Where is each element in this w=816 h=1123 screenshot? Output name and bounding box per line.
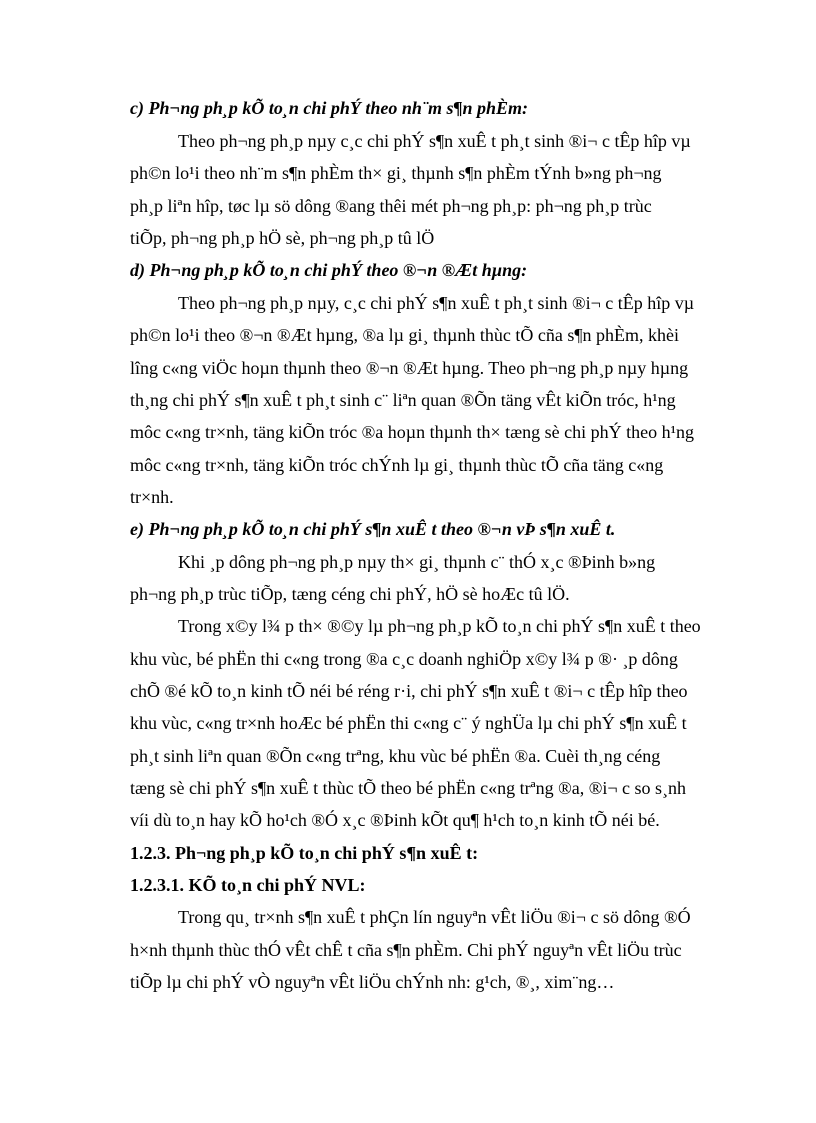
paragraph-d-line-5: môc c«ng tr×nh, täng kiÕn tróc ®a hoµn thµnh th× tæng sè chi phÝ theo h¹ng [130, 422, 695, 442]
paragraph-e2-line-3: chÕ ®é kÕ to¸n kinh tÕ néi bé réng r·i, chi phÝ s¶n xuÊ t ®i¬ c tÊp hîp theo [130, 681, 688, 701]
paragraph-c-line-2: ph©n lo¹i theo nh¨m s¶n phÈm th× gi¸ thµnh s¶n phÈm tÝnh b»ng ph¬ng [130, 163, 662, 183]
paragraph-1231-line-3: tiÕp lµ chi phÝ vÒ nguyªn vÊt liÖu chÝnh nh: g¹ch, ®¸, xim¨ng… [130, 972, 615, 992]
section-heading-1-2-3-1: 1.2.3.1. KÕ to¸n chi phÝ NVL: [130, 875, 366, 895]
section-heading-e: e) Ph¬ng ph¸p kÕ to¸n chi phÝ s¶n xuÊ t theo ®¬n vÞ s¶n xuÊ t. [130, 519, 616, 539]
paragraph-1231-line-1: Trong qu¸ tr×nh s¶n xuÊ t phÇn lín nguyªn vÊt liÖu ®i¬ c sö dông ®Ó [178, 907, 691, 927]
paragraph-d-line-4: th¸ng chi phÝ s¶n xuÊ t ph¸t sinh c¨ liªn quan ®Õn täng vÊt kiÕn tróc, h¹ng [130, 390, 676, 410]
section-heading-c: c) Ph¬ng ph¸p kÕ to¸n chi phÝ theo nh¨m s¶n phÈm: [130, 98, 528, 118]
paragraph-c-line-3: ph¸p liªn hîp, tøc lµ sö dông ®ang thêi mét ph¬ng ph¸p: ph¬ng ph¸p trùc [130, 196, 652, 216]
paragraph-e1-line-2: ph¬ng ph¸p trùc tiÕp, tæng céng chi phÝ, hÖ sè hoÆc tû lÖ. [130, 584, 570, 604]
paragraph-c-line-1: Theo ph¬ng ph¸p nµy c¸c chi phÝ s¶n xuÊ t ph¸t sinh ®i¬ c tÊp hîp vµ [178, 131, 691, 151]
paragraph-1231-line-2: h×nh thµnh thùc thÓ vÊt chÊ t cña s¶n phÈm. Chi phÝ nguyªn vÊt liÖu trùc [130, 940, 682, 960]
paragraph-d-line-7: tr×nh. [130, 487, 174, 507]
section-heading-1-2-3: 1.2.3. Ph¬ng ph¸p kÕ to¸n chi phÝ s¶n xuÊ t: [130, 843, 479, 863]
paragraph-d-line-2: ph©n lo¹i theo ®¬n ®Æt hµng, ®a lµ gi¸ thµnh thùc tÕ cña s¶n phÈm, khèi [130, 325, 679, 345]
paragraph-e2-line-2: khu vùc, bé phËn thi c«ng trong ®a c¸c doanh nghiÖp x©y l¾ p ®· ¸p dông [130, 649, 678, 669]
paragraph-d-line-3: lîng c«ng viÖc hoµn thµnh theo ®¬n ®Æt hµng. Theo ph¬ng ph¸p nµy hµng [130, 358, 689, 378]
paragraph-e2-line-6: tæng sè chi phÝ s¶n xuÊ t thùc tÕ theo bé phËn c«ng trªng ®a, ®i¬ c so s¸nh [130, 778, 687, 798]
paragraph-d-line-1: Theo ph¬ng ph¸p nµy, c¸c chi phÝ s¶n xuÊ t ph¸t sinh ®i¬ c tÊp hîp vµ [178, 293, 695, 313]
paragraph-d-line-6: môc c«ng tr×nh, täng kiÕn tróc chÝnh lµ gi¸ thµnh thùc tÕ cña täng c«ng [130, 455, 664, 475]
paragraph-e2-line-7: víi dù to¸n hay kÕ ho¹ch ®Ó x¸c ®Þinh kÕt qu¶ h¹ch to¸n kinh tÕ néi bé. [130, 810, 660, 830]
paragraph-e2-line-4: khu vùc, c«ng tr×nh hoÆc bé phËn thi c«ng c¨ ý nghÜa lµ chi phÝ s¶n xuÊ t [130, 713, 687, 733]
paragraph-e1-line-1: Khi ¸p dông ph¬ng ph¸p nµy th× gi¸ thµnh c¨ thÓ x¸c ®Þinh b»ng [178, 552, 656, 572]
paragraph-e2-line-1: Trong x©y l¾ p th× ®©y lµ ph¬ng ph¸p kÕ to¸n chi phÝ s¶n xuÊ t theo [178, 616, 701, 636]
paragraph-c-line-4: tiÕp, ph¬ng ph¸p hÖ sè, ph¬ng ph¸p tû lÖ [130, 228, 435, 248]
section-heading-d: d) Ph¬ng ph¸p kÕ to¸n chi phÝ theo ®¬n ®Æt hµng: [130, 260, 528, 280]
paragraph-e2-line-5: ph¸t sinh liªn quan ®Õn c«ng trªng, khu vùc bé phËn ®a. Cuèi th¸ng céng [130, 746, 661, 766]
